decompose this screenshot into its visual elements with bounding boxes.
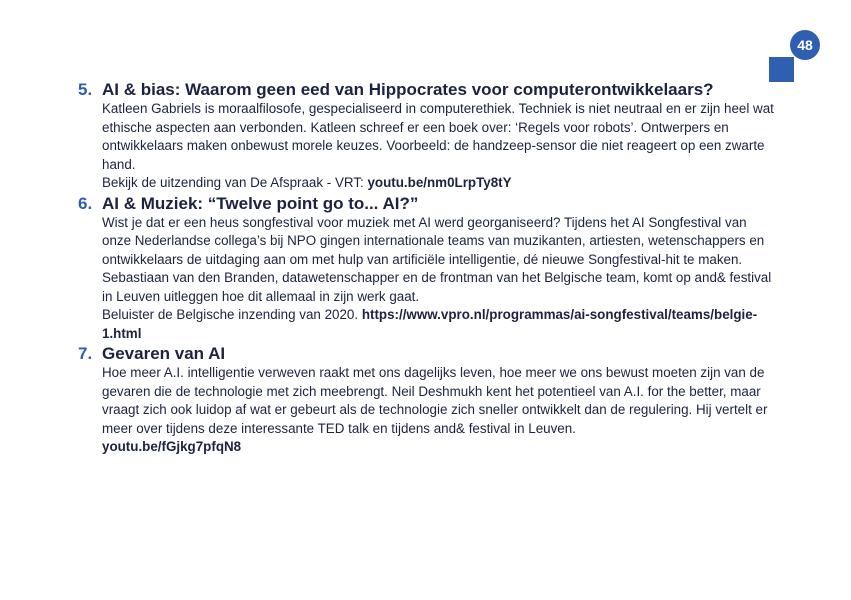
- section-link-line: [102, 306, 778, 343]
- page-number-badge: [769, 30, 824, 82]
- section-title: Gevaren van AI: [102, 344, 226, 363]
- section-title: AI & Muziek: “Twelve point go to... AI?”: [102, 193, 419, 213]
- section-body: [102, 364, 778, 457]
- section-body: [102, 214, 778, 344]
- section-title: AI & bias: Waarom geen eed van Hippocrates voor computerontwikkelaars?: [102, 80, 714, 99]
- section-6: [78, 193, 778, 344]
- section-5: [78, 79, 778, 193]
- songfestival-link[interactable]: https://www.vpro.nl/programmas/ai-songfestival/teams/belgie-1.html: [102, 307, 758, 341]
- section-heading: [78, 79, 778, 100]
- page-content: [78, 79, 778, 457]
- link-prefix: Bekijk de uitzending van De Afspraak - VRT:: [102, 175, 368, 190]
- video-link[interactable]: youtu.be/nm0LrpTy8tY: [367, 175, 512, 190]
- section-link-line: [102, 438, 778, 457]
- page-number: 48: [790, 30, 820, 60]
- section-link-line: [102, 174, 778, 193]
- section-heading: [78, 193, 778, 214]
- section-heading: [78, 343, 778, 364]
- section-number: 5.: [78, 80, 93, 99]
- link-prefix: Beluister de Belgische inzending van 2020.: [102, 307, 362, 322]
- section-body: [102, 100, 778, 193]
- section-number: 7.: [78, 344, 93, 363]
- section-paragraph: Wist je dat er een heus songfestival voor muziek met AI werd georganiseerd? Tijdens het AI Songfestival van onze Nederlandse collega’s bij NPO gingen internationale teams van muzikanten, artiesten, wetenschappers en ontwikkelaars de uitdaging aan om met hulp van artificiële intelligentie, dé nieuwe Songfestival-hit te maken. Sebastiaan van den Branden, datawetenschapper en de frontman van het Belgische team, komt op and& festival in Leuven uitleggen hoe dit allemaal in zijn werk gaat.: [102, 214, 772, 304]
- ted-talk-link[interactable]: youtu.be/fGjkg7pfqN8: [102, 439, 242, 454]
- section-7: [78, 343, 778, 457]
- section-paragraph: Katleen Gabriels is moraalfilosofe, gespecialiseerd in computerethiek. Techniek is niet neutraal en er zijn heel wat ethische aspecten aan verbonden. Katleen schreef er een boek over: ‘Regels voor robots’. Ontwerpers en ontwikkelaars maken onbewust morele keuzes. Voorbeeld: de handzeep-sensor die niet reageert op een zwarte hand.: [102, 101, 774, 172]
- section-paragraph: Hoe meer A.I. intelligentie verweven raakt met ons dagelijks leven, hoe meer we ons bewust moeten zijn van de gevaren die de technologie met zich meebrengt. Neil Deshmukh kent het potentieel van A.I. for the better, maar vraagt zich ook luidop af wat er gebeurt als de technologie zich sneller ontwikkelt dan de regulering. Hij vertelt er meer over tijdens deze interessante TED talk en tijdens and& festival in Leuven.: [102, 365, 768, 436]
- section-number: 6.: [78, 193, 93, 213]
